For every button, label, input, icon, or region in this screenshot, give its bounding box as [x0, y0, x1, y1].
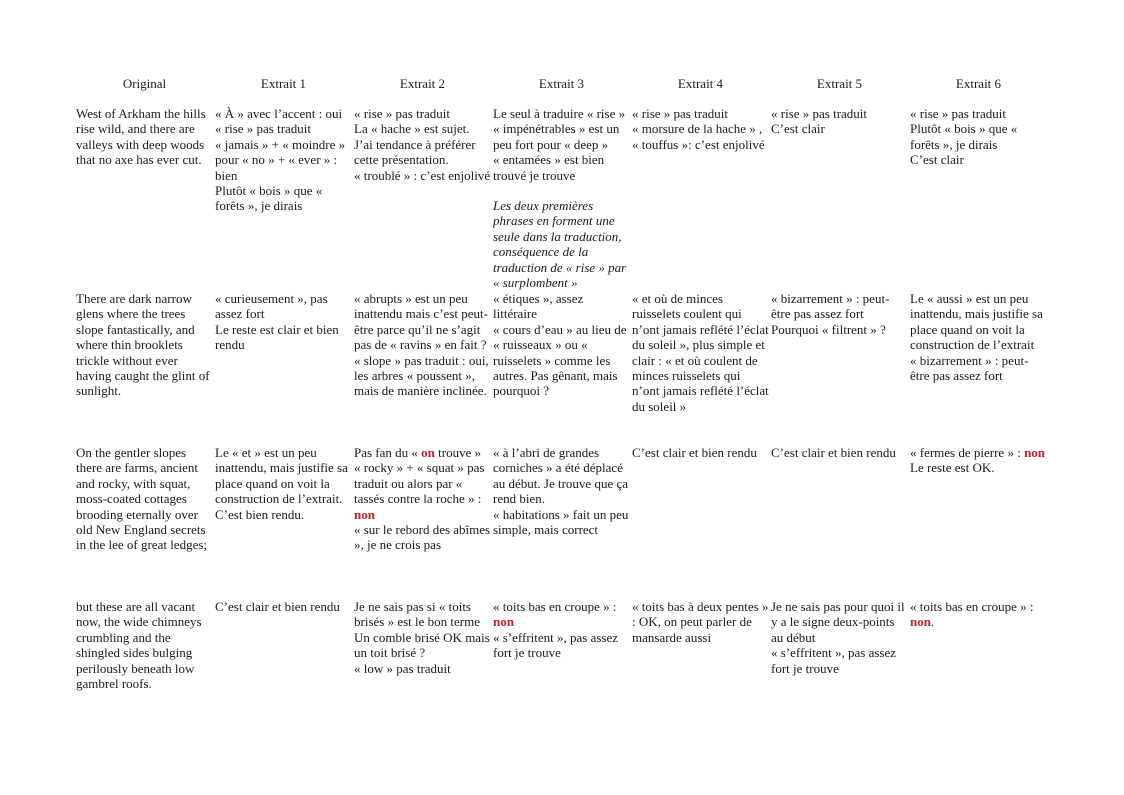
- header-extrait-2: Extrait 2: [399, 76, 446, 91]
- comment-line: « curieusement », pas assez fort: [215, 291, 328, 322]
- comment-line: « s’effritent », pas assez fort je trouve: [493, 629, 619, 661]
- translation-review-table: [75, 76, 1048, 699]
- verdict-highlight: non: [910, 614, 931, 630]
- comment-line: « s’effritent », pas assez fort je trouve: [771, 645, 897, 676]
- table-row: [75, 599, 1048, 699]
- extrait-5-comment-cell: [770, 291, 909, 445]
- extrait-5-comment-cell: [770, 445, 909, 599]
- verdict-highlight: non: [493, 614, 514, 630]
- original-text-cell: but these are all vacant now, the wide chimneys crumbling and the shingled sides bulging perilously beneath low gambrel roofs.: [76, 599, 202, 692]
- extrait-6-comment-cell: [909, 106, 1048, 291]
- comment-line: « entamées » est bien trouvé je trouve: [493, 152, 605, 183]
- extrait-3-comment-cell: [492, 445, 631, 599]
- comment-line: « morsure de la hache » ,: [632, 121, 763, 137]
- extrait-4-comment-cell: [631, 445, 770, 599]
- comment-line: « étiques », assez littéraire: [493, 291, 584, 322]
- extrait-6-comment-cell: [909, 291, 1048, 445]
- comment-line: Un comble brisé OK mais un toit brisé ?: [354, 629, 490, 661]
- extrait-6-comment-cell: [909, 599, 1048, 699]
- comment-line: Je ne sais pas pour quoi il y a le signe deux-points au début: [771, 599, 905, 645]
- comment-line: C’est clair: [771, 121, 825, 137]
- comment-line: « bizarrement » : peut-être pas assez fort: [771, 291, 890, 322]
- comment-line: Le reste est clair et bien rendu: [215, 321, 339, 353]
- header-original: Original: [122, 76, 167, 91]
- comment-line: « slope » pas traduit : oui, les arbres « poussent », mais de manière inclinée.: [354, 352, 489, 399]
- comment-line: « cours d’eau » au lieu de « ruisseaux » ou « ruisselets » comme les autres. Pas gênant, mais pourquoi ?: [493, 321, 627, 399]
- original-text-cell: On the gentler slopes there are farms, ancient and rocky, with squat, moss-coated cottages brooding eternally over old New England secrets in the lee of great ledges;: [76, 445, 208, 553]
- extrait-4-comment-cell: [631, 106, 770, 291]
- comment-line: Plutôt « bois » que « forêts », je dirais: [215, 183, 323, 214]
- extrait-2-comment-cell: [353, 445, 492, 599]
- original-text-cell: West of Arkham the hills rise wild, and there are valleys with deep woods that no axe has ever cut.: [76, 106, 206, 168]
- extrait-1-comment-cell: [214, 106, 353, 291]
- comment-line: « à l’abri de grandes corniches » a été déplacé au début. Je trouve que ça rend bien.: [493, 445, 629, 507]
- comment-line: Le reste est OK.: [910, 460, 995, 476]
- comment-line: « rocky » + « squat » pas traduit ou alors par « tassés contre la roche » : non: [354, 460, 485, 522]
- original-text-cell: There are dark narrow glens where the trees slope fantastically, and where thin brooklets trickle without ever having caught the glint of sunlight.: [76, 291, 210, 399]
- verdict-highlight: non: [354, 506, 375, 522]
- comment-line: Le « et » est un peu inattendu, mais justifie sa place quand on voit la construction de l’extrait.: [215, 445, 348, 507]
- comment-line: C’est clair et bien rendu: [771, 445, 896, 460]
- header-extrait-3: Extrait 3: [538, 76, 585, 91]
- comment-line: C’est clair: [910, 152, 964, 168]
- comment-line: « toits bas en croupe » : non.: [910, 599, 1034, 630]
- header-extrait-4: Extrait 4: [677, 76, 724, 91]
- extrait-1-comment-cell: [214, 291, 353, 445]
- table-row: [75, 106, 1048, 291]
- extrait-2-comment-cell: [353, 291, 492, 445]
- comment-line: « habitations » fait un peu simple, mais correct: [493, 506, 629, 538]
- comment-line: « troublé » : c’est enjolivé: [354, 167, 491, 183]
- comment-line: « rise » pas traduit: [354, 106, 451, 121]
- verdict-highlight: on: [421, 445, 435, 460]
- extrait-5-comment-cell: [770, 599, 909, 699]
- comment-line: « toits bas à deux pentes » : OK, on peut parler de mansarde aussi: [632, 599, 769, 645]
- header-row: [75, 76, 1048, 92]
- header-extrait-1: Extrait 1: [260, 76, 307, 91]
- comment-line: Le seul à traduire « rise »: [493, 106, 626, 121]
- header-extrait-5: Extrait 5: [816, 76, 863, 91]
- comment-line: C’est bien rendu.: [215, 506, 305, 522]
- comment-line: « abrupts » est un peu inattendu mais c’est peut-être parce qu’il ne s’agit pas de « ravins » en fait ?: [354, 291, 488, 353]
- comment-line: Pourquoi « filtrent » ?: [771, 321, 886, 337]
- comment-line: « rise » pas traduit: [632, 106, 729, 121]
- comment-line: « impénétrables » est un peu fort pour « deep »: [493, 121, 620, 152]
- comment-line: « toits bas en croupe » : non: [493, 599, 617, 630]
- extrait-2-comment-cell: [353, 599, 492, 699]
- extrait-4-comment-cell: [631, 599, 770, 699]
- extrait-3-comment-cell: [492, 599, 631, 699]
- comment-line: C’est clair et bien rendu: [215, 599, 340, 614]
- comment-line: « jamais » + « moindre » pour « no » + « ever » : bien: [215, 136, 346, 183]
- comment-line: « À » avec l’accent : oui: [215, 106, 343, 121]
- comment-line: Je ne sais pas si « toits brisés » est le bon terme: [354, 599, 480, 630]
- extrait-6-comment-cell: [909, 445, 1048, 599]
- comment-line: « rise » pas traduit: [771, 106, 868, 121]
- comment-line: « rise » pas traduit: [215, 121, 312, 137]
- extrait-3-comment-cell: [492, 291, 631, 445]
- comment-line: Plutôt « bois » que « forêts », je dirais: [910, 121, 1018, 152]
- table-row: [75, 291, 1048, 445]
- extrait-3-comment-cell: [492, 106, 631, 291]
- header-extrait-6: Extrait 6: [955, 76, 1002, 91]
- verdict-highlight: non: [1024, 445, 1046, 460]
- comment-line: Le « aussi » est un peu inattendu, mais justifie sa place quand on voit la construction de l’extrait: [910, 291, 1043, 353]
- comment-line: La « hache » est sujet. J’ai tendance à préférer cette présentation.: [354, 121, 476, 168]
- extrait-4-comment-cell: [631, 291, 770, 445]
- comment-line: « sur le rebord des abîmes », je ne crois pas: [354, 522, 491, 553]
- extrait-1-comment-cell: [214, 445, 353, 599]
- comment-line: « fermes de pierre » : non: [910, 445, 1046, 460]
- extrait-2-comment-cell: [353, 106, 492, 291]
- extrait-5-comment-cell: [770, 106, 909, 291]
- comment-line: « rise » pas traduit: [910, 106, 1007, 121]
- comment-line: C’est clair et bien rendu: [632, 445, 757, 460]
- italic-note: Les deux premières phrases en forment une seule dans la traduction, conséquence de la traduction de « rise » par « surplombent »: [493, 198, 627, 291]
- table-row: [75, 445, 1048, 599]
- comment-line: « low » pas traduit: [354, 660, 451, 676]
- comment-line: « touffus »: c’est enjolivé: [632, 136, 765, 152]
- comment-line: Pas fan du « on trouve »: [354, 445, 482, 460]
- comment-line: « et où de minces ruisselets coulent qui n’ont jamais reflété l’éclat du soleil », plus simple et clair : « et où coulent de minces ruisselets qui n’ont jamais reflété l’éclat du soleil »: [632, 291, 769, 414]
- comment-line: « bizarrement » : peut-être pas assez fort: [910, 352, 1029, 384]
- extrait-1-comment-cell: [214, 599, 353, 699]
